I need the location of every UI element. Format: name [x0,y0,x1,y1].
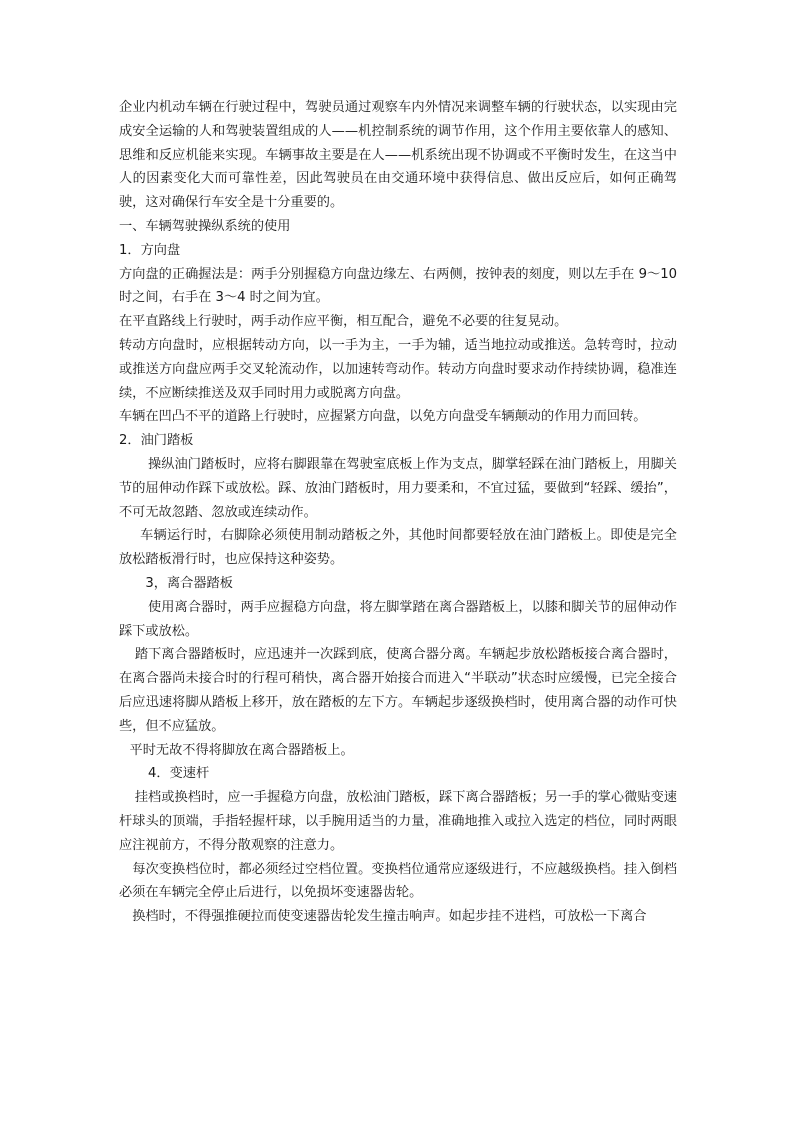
paragraph: 每次变换档位时，都必须经过空档位置。变换档位通常应逐级进行，不应越级换档。挂入倒档必须在车辆完全停止后进行，以免损坏变速器齿轮。 [119,861,677,901]
paragraph: 挂档或换档时，应一手握稳方向盘，放松油门踏板，踩下离合器踏板；另一手的掌心微贴变速杆球头的顶端，手指轻握杆球，以手腕用适当的力量，准确地推入或拉入选定的档位，同时两眼应注视前方，不得分散观察的注意力。 [119,790,677,853]
document-page [119,96,677,929]
paragraph: 在平直路线上行驶时，两手动作应平衡，相互配合，避免不必要的往复晃动。 [119,314,568,330]
paragraph: 平时无故不得将脚放在离合器踏板上。 [129,742,354,758]
paragraph: 车辆在凹凸不平的道路上行驶时，应握紧方向盘，以免方向盘受车辆颠动的作用力而回转。 [119,409,647,425]
subsection-heading-gearshift: 4．变速杆 [148,766,210,782]
paragraph: 换档时，不得强推硬拉而使变速器齿轮发生撞击响声。如起步挂不进档，可放松一下离合 [132,909,647,925]
section-heading: 一、车辆驾驶操纵系统的使用 [119,218,291,234]
intro-paragraph: 企业内机动车辆在行驶过程中，驾驶员通过观察车内外情况来调整车辆的行驶状态，以实现由完成安全运输的人和驾驶装置组成的人——机控制系统的调节作用，这个作用主要依靠人的感知、思维和反应机能来实现。车辆事故主要是在人——机系统出现不协调或不平衡时发生，在这当中人的因素变化大而可靠性差，因此驾驶员在由交通环境中获得信息、做出反应后，如何正确驾驶，这对确保行车安全是十分重要的。 [119,100,677,211]
paragraph: 方向盘的正确握法是：两手分别握稳方向盘边缘左、右两侧，按钟表的刻度，则以左手在 9～10 时之间，右手在 3～4 时之间为宜。 [119,266,677,306]
paragraph: 转动方向盘时，应根据转动方向，以一手为主，一手为辅，适当地拉动或推送。急转弯时，拉动或推送方向盘应两手交叉轮流动作，以加速转弯动作。转动方向盘时要求动作持续协调，稳准连续，不应断续推送及双手同时用力或脱离方向盘。 [119,337,677,401]
subsection-heading-clutch: 3，离合器踏板 [145,575,233,591]
paragraph: 车辆运行时，右脚除必须使用制动踏板之外，其他时间都要轻放在油门踏板上。即使是完全放松踏板滑行时，也应保持这种姿势。 [119,528,677,568]
subsection-heading-steering: 1．方向盘 [119,242,181,258]
subsection-heading-throttle: 2．油门踏板 [119,433,194,449]
paragraph: 踏下离合器踏板时，应迅速并一次踩到底，使离合器分离。车辆起步放松踏板接合离合器时，在离合器尚未接合时的行程可稍快，离合器开始接合而进入“半联动”状态时应缓慢，已完全接合后应迅速将脚从踏板上移开，放在踏板的左下方。车辆起步逐级换档时，使用离合器的动作可快些，但不应猛放。 [119,647,677,734]
paragraph: 操纵油门踏板时，应将右脚跟靠在驾驶室底板上作为支点，脚掌轻踩在油门踏板上，用脚关节的屈伸动作踩下或放松。踩、放油门踏板时，用力要柔和，不宜过猛，要做到“轻踩、缓抬”，不可无故忽踏、忽放或连续动作。 [119,456,677,520]
paragraph: 使用离合器时，两手应握稳方向盘，将左脚掌踏在离合器踏板上，以膝和脚关节的屈伸动作踩下或放松。 [119,599,677,639]
